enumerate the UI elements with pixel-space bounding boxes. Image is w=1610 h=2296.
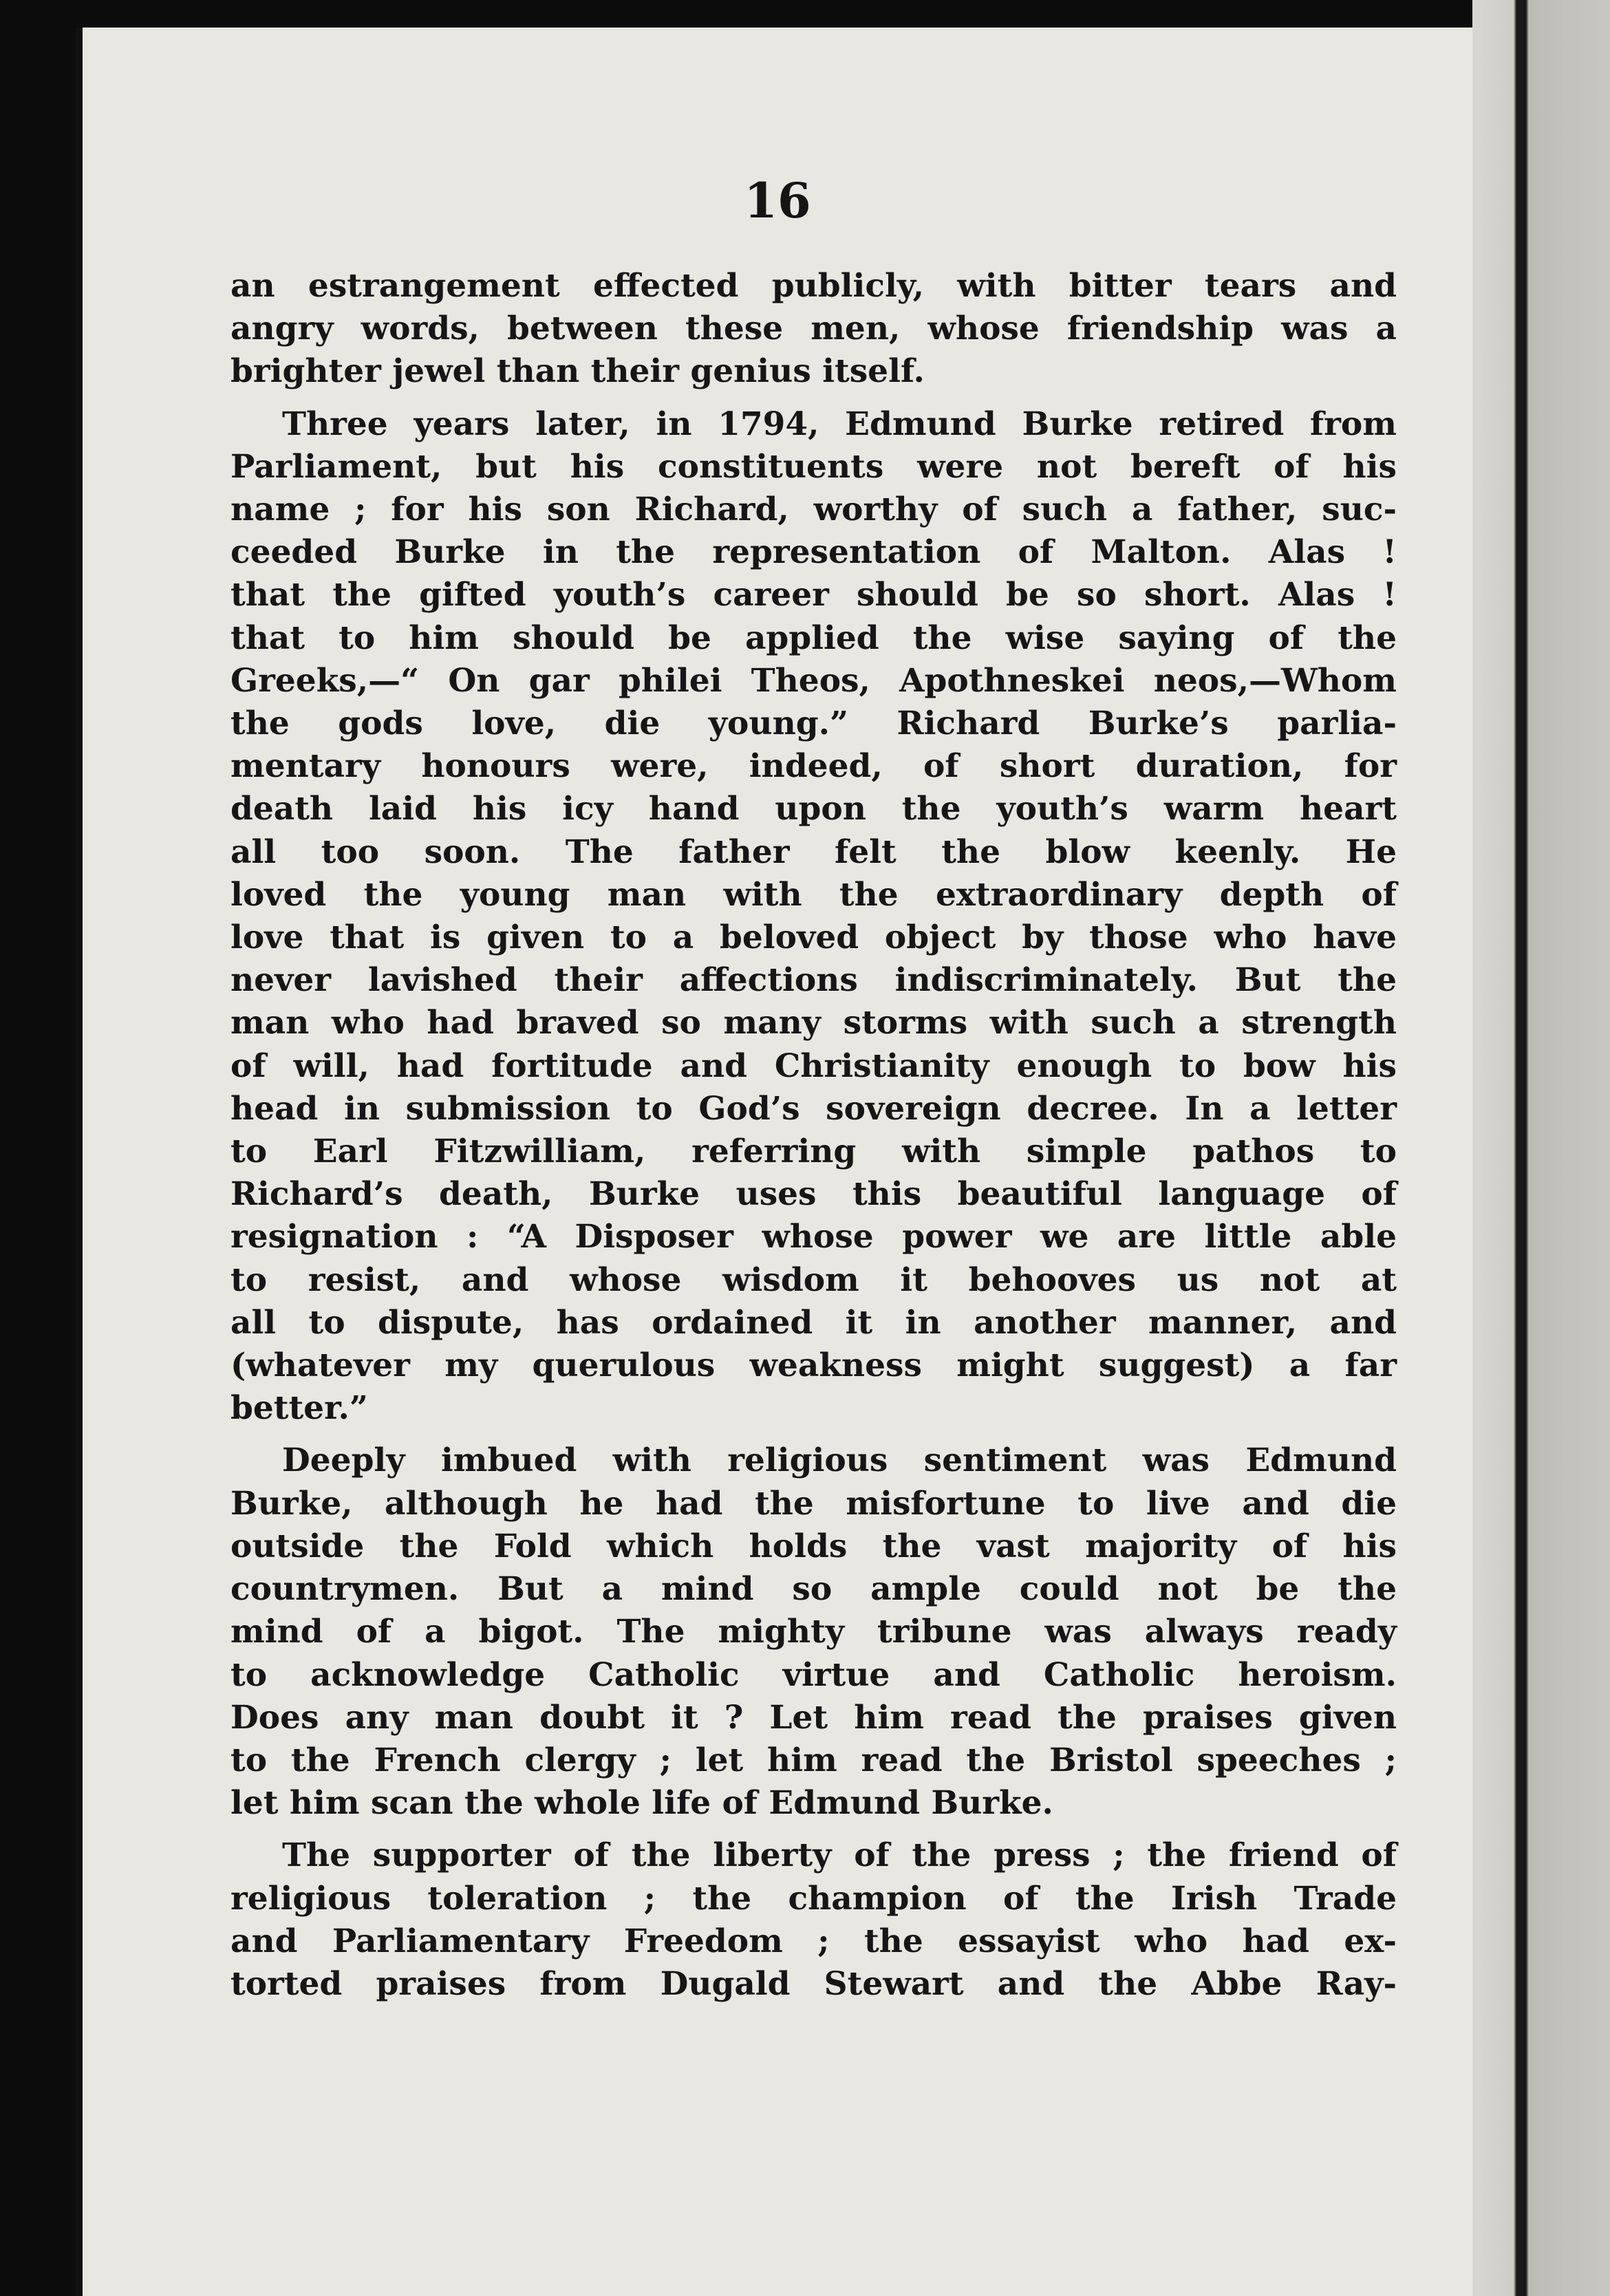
text-line: that to him should be applied the wise saying of the <box>230 619 1397 657</box>
text-line: to Earl Fitzwilliam, referring with simple pathos to <box>230 1133 1397 1171</box>
text-line: love that is given to a beloved object by those who have <box>230 919 1397 957</box>
text-line: outside the Fold which holds the vast majority of his <box>230 1527 1397 1565</box>
page-number: 16 <box>744 172 811 229</box>
text-line: death laid his icy hand upon the youth’s warm heart <box>230 790 1397 828</box>
text-line: all to dispute, has ordained it in another manner, and <box>230 1303 1397 1342</box>
text-line: the gods love, die young.” Richard Burke’s parlia- <box>230 705 1397 743</box>
text-line: countrymen. But a mind so ample could not be the <box>230 1570 1397 1609</box>
text-line: ceeded Burke in the representation of Malton. Alas ! <box>230 533 1397 572</box>
text-line: of will, had fortitude and Christianity enough to bow his <box>230 1047 1397 1085</box>
text-line: Richard’s death, Burke uses this beautiful language of <box>230 1175 1397 1214</box>
text-line: angry words, between these men, whose friendship was a <box>230 310 1397 348</box>
text-line: Parliament, but his constituents were not bereft of his <box>230 447 1397 486</box>
text-line: to acknowledge Catholic virtue and Catholic heroism. <box>230 1655 1397 1694</box>
text-line: The supporter of the liberty of the press ; the friend of <box>282 1836 1397 1875</box>
text-line: mentary honours were, indeed, of short duration, for <box>230 747 1397 786</box>
text-line: resignation : “A Disposer whose power we are little able <box>230 1218 1397 1256</box>
paragraph-2 <box>230 403 1397 1430</box>
text-line: and Parliamentary Freedom ; the essayist who had ex- <box>230 1922 1397 1960</box>
text-line: torted praises from Dugald Stewart and the Abbe Ray- <box>230 1964 1397 2003</box>
text-line: Three years later, in 1794, Edmund Burke retired from <box>282 405 1397 443</box>
text-line: let him scan the whole life of Edmund Burke. <box>230 1784 1053 1823</box>
text-line: Deeply imbued with religious sentiment was Edmund <box>282 1441 1397 1480</box>
text-line: head in submission to God’s sovereign decree. In a letter <box>230 1089 1397 1128</box>
text-line: Greeks,—“ On gar philei Theos, Apothneskei neos,—Whom <box>230 661 1397 700</box>
text-line: name ; for his son Richard, worthy of such a father, suc- <box>230 491 1397 529</box>
text-line: Burke, although he had the misfortune to live and die <box>230 1484 1397 1523</box>
book-page <box>76 28 1472 2296</box>
text-line: better.” <box>230 1389 368 1428</box>
text-line: religious toleration ; the champion of the Irish Trade <box>230 1879 1397 1918</box>
text-line: that the gifted youth’s career should be so short. Alas ! <box>230 576 1397 614</box>
text-line: to resist, and whose wisdom it behooves us not at <box>230 1260 1397 1299</box>
body-text <box>230 265 1397 2006</box>
paragraph-1 <box>230 265 1397 394</box>
text-line: an estrangement effected publicly, with bitter tears and <box>230 267 1397 305</box>
text-line: man who had braved so many storms with such a strength <box>230 1004 1397 1042</box>
text-line: never lavished their affections indiscriminately. But the <box>230 961 1397 1000</box>
text-line: (whatever my querulous weakness might suggest) a far <box>230 1347 1397 1385</box>
text-line: loved the young man with the extraordinary depth of <box>230 875 1397 914</box>
paragraph-3 <box>230 1439 1397 1825</box>
text-line: mind of a bigot. The mighty tribune was always ready <box>230 1613 1397 1651</box>
text-line: all too soon. The father felt the blow keenly. He <box>230 833 1397 871</box>
adjacent-page-edge <box>1472 0 1610 2296</box>
text-line: to the French clergy ; let him read the Bristol speeches ; <box>230 1741 1397 1779</box>
text-line: brighter jewel than their genius itself. <box>230 352 925 391</box>
paragraph-4 <box>230 1834 1397 2006</box>
text-line: Does any man doubt it ? Let him read the praises given <box>230 1698 1397 1737</box>
